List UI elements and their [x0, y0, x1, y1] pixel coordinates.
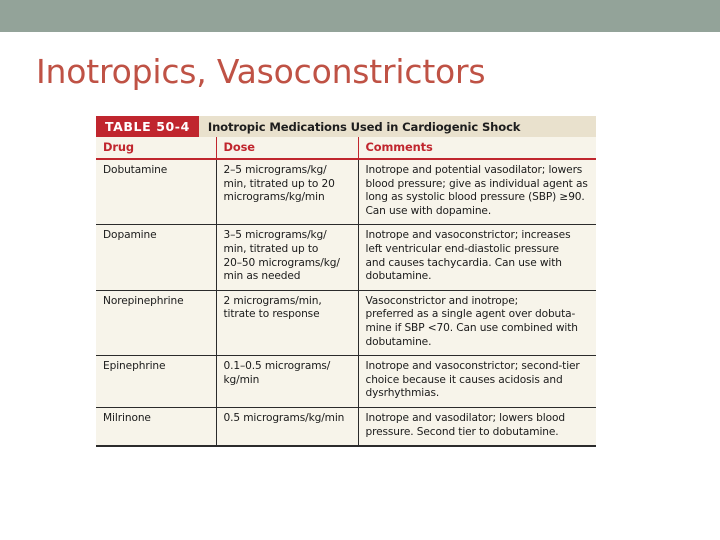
dose-line: min, titrated up to [223, 242, 319, 255]
comment-line: Inotrope and vasoconstrictor; increases [365, 229, 571, 242]
cell-comments [358, 356, 596, 408]
dose-line: 0.5 micrograms/kg/min [223, 411, 345, 424]
cell-dose [216, 407, 358, 445]
table-caption-strip [96, 116, 596, 137]
comment-line: and causes tachycardia. Can use with [365, 256, 562, 269]
comment-line: dysrhythmias. [365, 387, 440, 400]
comment-line: mine if SBP <70. Can use combined with [365, 321, 578, 334]
comment-line: dobutamine. [365, 270, 432, 283]
dose-line: titrate to response [223, 308, 320, 321]
comment-line: preferred as a single agent over dobuta- [365, 308, 576, 321]
comment-line: Can use with dopamine. [365, 204, 492, 217]
cell-comments [358, 225, 596, 290]
page-title: Inotropics, Vasoconstrictors [36, 52, 486, 91]
cell-drug: Norepinephrine [96, 290, 216, 355]
column-header-comments: Comments [358, 137, 596, 159]
dose-line: 2–5 micrograms/kg/ [223, 164, 327, 176]
column-header-dose: Dose [216, 137, 358, 159]
cell-comments [358, 159, 596, 225]
table-row [96, 407, 596, 445]
comment-line: blood pressure; give as individual agent as [365, 177, 588, 190]
table-number-badge: TABLE 50-4 [96, 116, 199, 137]
table-body [96, 159, 596, 445]
table-row [96, 225, 596, 290]
comment-line: Inotrope and vasodilator; lowers blood [365, 411, 565, 424]
medication-table-figure [96, 116, 596, 447]
dose-line: 0.1–0.5 micrograms/ [223, 360, 331, 373]
comment-line: dobutamine. [365, 335, 432, 348]
slide-top-band [0, 0, 720, 32]
table-header-row [96, 137, 596, 159]
column-header-drug: Drug [96, 137, 216, 159]
dose-line: min, titrated up to 20 [223, 177, 335, 190]
dose-line: kg/min [223, 373, 260, 386]
cell-comments [358, 407, 596, 445]
dose-line: 20–50 micrograms/kg/ [223, 256, 340, 269]
dose-line: 2 micrograms/min, [223, 294, 322, 307]
comment-line: pressure. Second tier to dobutamine. [365, 425, 559, 438]
table-row [96, 159, 596, 225]
comment-line: Inotrope and vasoconstrictor; second-tier [365, 360, 580, 373]
comment-line: long as systolic blood pressure (SBP) ≥90. [365, 191, 585, 204]
cell-comments [358, 290, 596, 355]
cell-dose [216, 290, 358, 355]
table-caption: Inotropic Medications Used in Cardiogenic Shock [207, 119, 521, 134]
comment-line: Vasoconstrictor and inotrope; [365, 294, 519, 307]
cell-dose [216, 356, 358, 408]
comment-line: Inotrope and potential vasodilator; lowers [365, 164, 583, 176]
cell-drug: Epinephrine [96, 356, 216, 408]
cell-drug: Dobutamine [96, 159, 216, 225]
comment-line: left ventricular end-diastolic pressure [365, 242, 559, 255]
cell-drug: Milrinone [96, 407, 216, 445]
dose-line: min as needed [223, 270, 301, 283]
dose-line: micrograms/kg/min [223, 191, 325, 204]
cell-dose [216, 225, 358, 290]
table-row [96, 356, 596, 408]
table-row [96, 290, 596, 355]
dose-line: 3–5 micrograms/kg/ [223, 229, 327, 242]
cell-dose [216, 159, 358, 225]
table-header [96, 137, 596, 159]
medication-table [96, 137, 596, 445]
cell-drug: Dopamine [96, 225, 216, 290]
comment-line: choice because it causes acidosis and [365, 373, 563, 386]
